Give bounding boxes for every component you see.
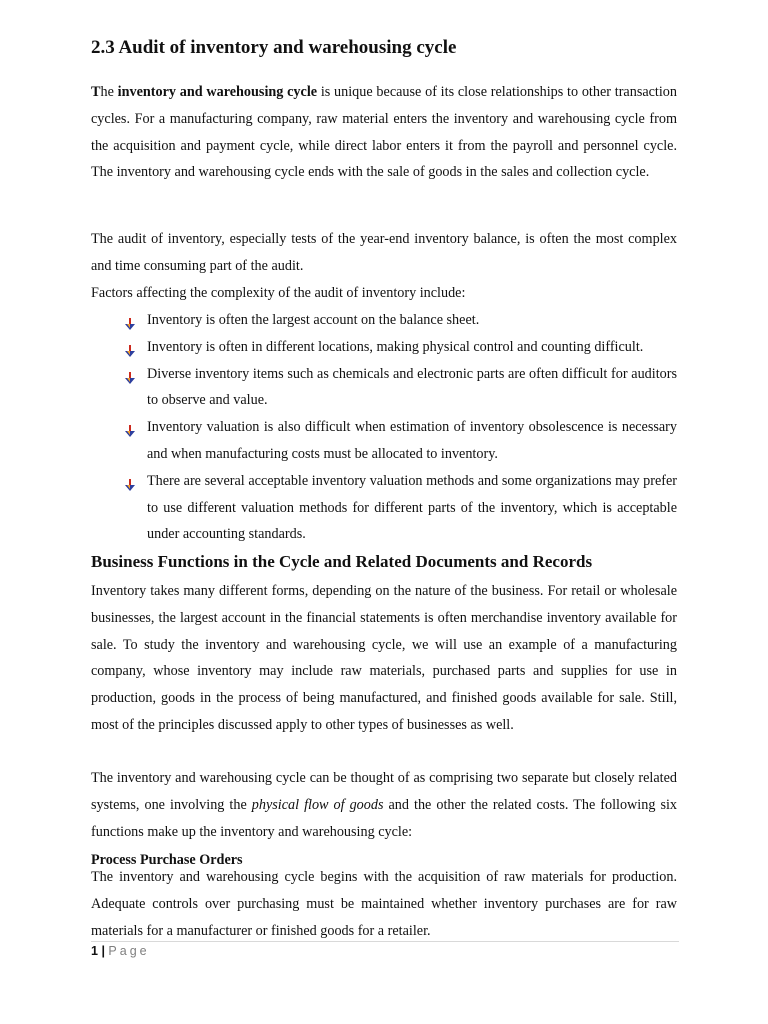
bullet-text: Inventory is often in different locations, making physical control and counting difficult. [147,338,644,355]
section-heading: Business Functions in the Cycle and Related Documents and Records [91,552,593,571]
systems-italic: physical flow of goods [251,796,384,813]
arrow-down-bullet-icon [125,475,135,488]
arrow-down-bullet-icon [125,314,135,327]
systems-after: and the other the related costs. The following six functions make up the inventory and warehousing cycle: [91,796,678,840]
footer-separator: | [101,944,105,958]
purchase-paragraph: The inventory and warehousing cycle begins with the acquisition of raw materials for production. Adequate controls over purchasing must be maintained whether inventory purchases are for raw materials for a manufacturer or finished goods for a retailer. [91,869,677,939]
intro-bold-term: inventory and warehousing cycle [117,84,318,100]
forms-paragraph: Inventory takes many different forms, depending on the nature of the business. For retail or wholesale businesses, the largest account in the financial statements is often merchandise inventory available for sale. To study the inventory and warehousing cycle, we will use an example of a manufacturing company, whose inventory may include raw materials, purchased parts and supplies for use in production, goods in the process of being manufactured, and finished goods available for sale. Still, most of the principles discussed apply to other types of businesses as well. [91,583,677,733]
page-title: 2.3 Audit of inventory and warehousing cycle [91,37,457,58]
bullet-text: Inventory valuation is also difficult when estimation of inventory obsolescence is necessary and when manufacturing costs must be allocated to inventory. [147,419,677,462]
arrow-down-bullet-icon [125,341,135,354]
list-item [91,334,677,361]
systems-paragraph [91,765,677,845]
bullet-text: Diverse inventory items such as chemicals and electronic parts are often difficult for auditors to observe and value. [147,365,677,409]
intro-text: is unique because of its close relationships to other transaction cycles. For a manufacturing company, raw material enters the inventory and warehousing cycle from the acquisition and payment cycle, while direct labor enters it from the payroll and personnel cycle. The inventory and warehousing cycle ends with the sale of goods in the sales and collection cycle. [91,84,677,181]
page-number: 1 [91,944,98,958]
systems-before: The inventory and warehousing cycle can be thought of as comprising two separate but closely related systems, one involving the [91,770,677,813]
list-item [91,307,677,334]
bullet-text: There are several acceptable inventory valuation methods and some organizations may prefer to use different valuation methods for different parts of the inventory, which is acceptable under accounting standards. [147,472,677,543]
intro-first-letter: T [91,84,101,100]
intro-first-rest: he [100,84,118,100]
arrow-down-bullet-icon [125,421,135,434]
list-item [91,361,677,415]
arrow-down-bullet-icon [125,368,135,381]
audit-paragraph: The audit of inventory, especially tests of the year-end inventory balance, is often the most complex and time consuming part of the audit. [91,231,677,274]
page-footer [91,943,150,959]
list-item [91,468,677,548]
subheading: Process Purchase Orders [91,852,243,868]
list-item [91,414,677,468]
intro-paragraph [91,79,677,186]
page-label: Page [108,944,150,958]
factors-intro: Factors affecting the complexity of the audit of inventory include: [91,285,466,301]
bullet-text: Inventory is often the largest account on the balance sheet. [147,312,480,328]
factors-list [91,307,677,548]
footer-divider [91,941,679,942]
